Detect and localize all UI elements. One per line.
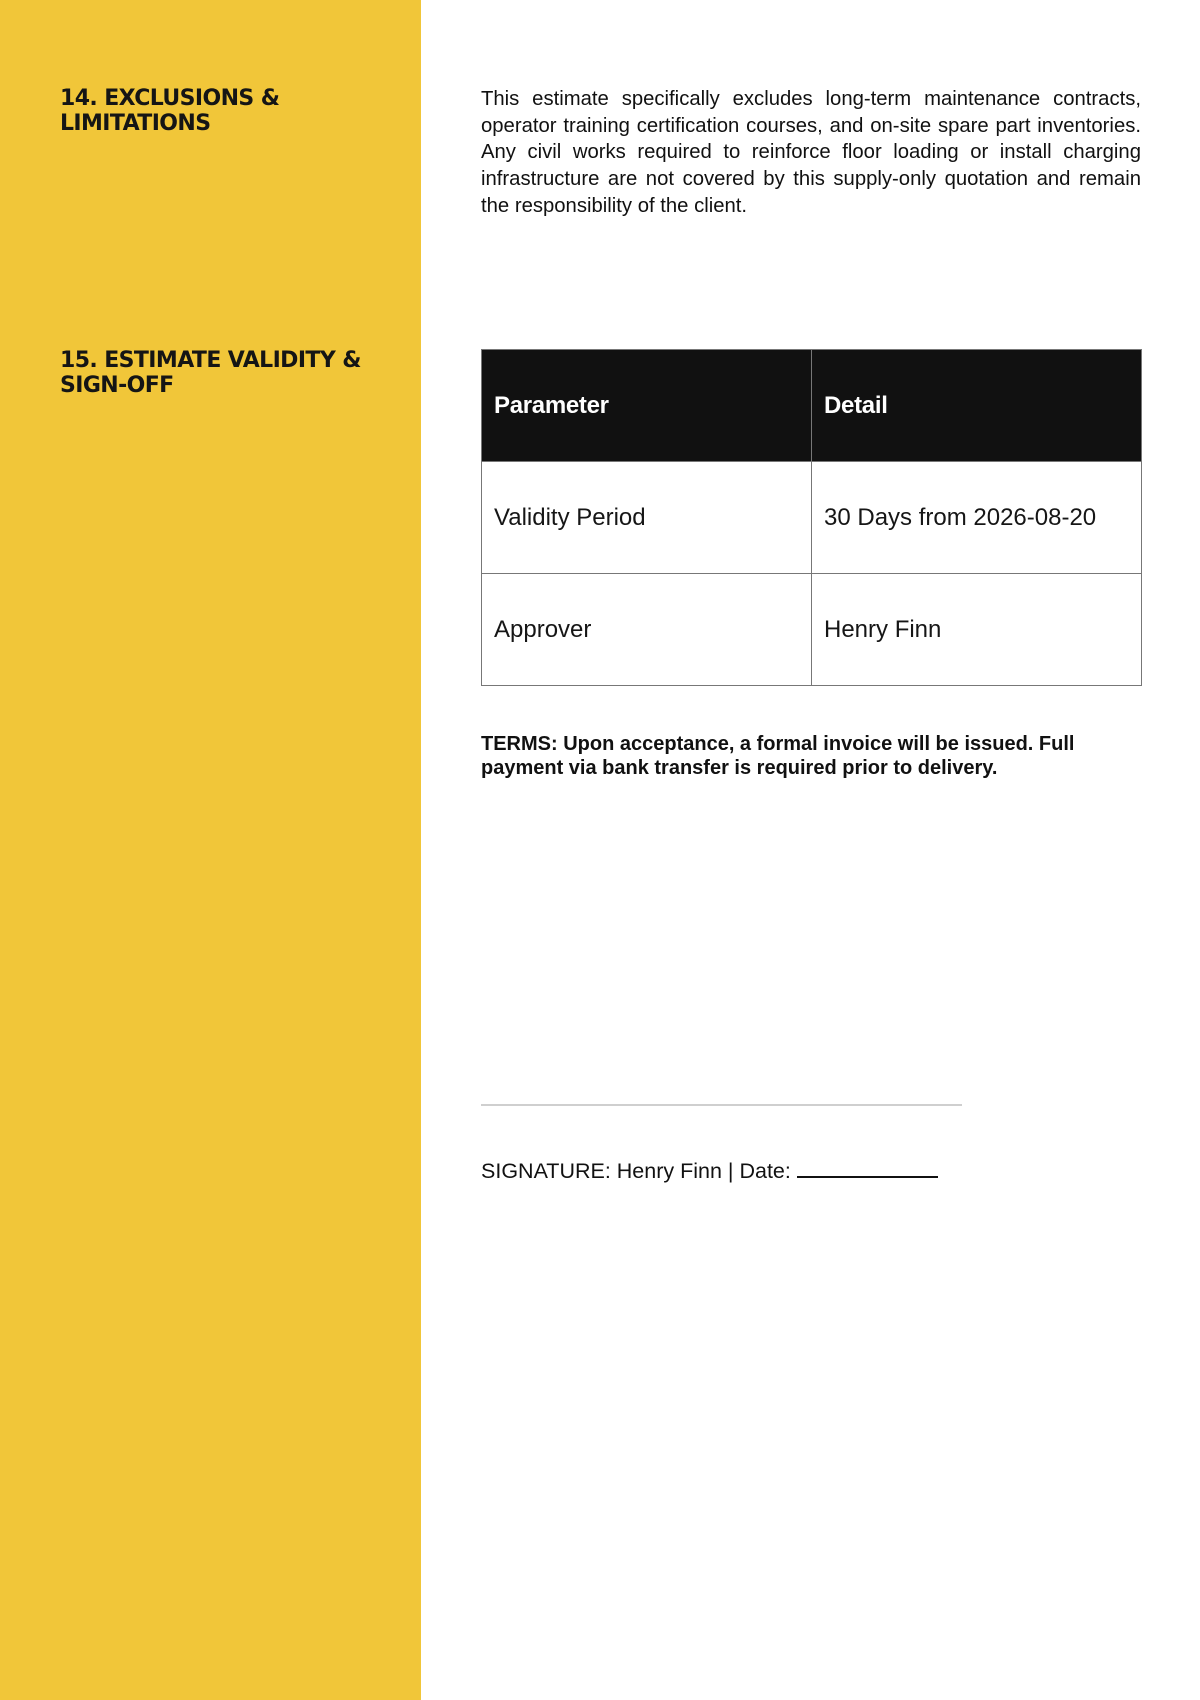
table-cell-parameter: Validity Period xyxy=(482,462,812,574)
table-cell-parameter: Approver xyxy=(482,574,812,686)
section-title-exclusions: 14. EXCLUSIONS & LIMITATIONS xyxy=(60,86,280,136)
section-title-validity: 15. ESTIMATE VALIDITY & SIGN-OFF xyxy=(60,348,361,398)
table-cell-detail: Henry Finn xyxy=(812,574,1142,686)
validity-table xyxy=(481,349,1142,686)
table-row xyxy=(482,574,1142,686)
sidebar-accent-panel xyxy=(0,0,421,1700)
signature-line xyxy=(481,1157,1141,1184)
date-blank xyxy=(797,1157,938,1178)
table-cell-detail: 30 Days from 2026-08-20 xyxy=(812,462,1142,574)
exclusions-paragraph: This estimate specifically excludes long-term maintenance contracts, operator training certification courses, and on-site spare part inventories. Any civil works required to reinforce floor loading or install charging infrastructure are not covered by this supply-only quotation and remain the responsibility of the client. xyxy=(481,88,1141,217)
table-header-detail: Detail xyxy=(812,350,1142,462)
terms-note: TERMS: Upon acceptance, a formal invoice will be issued. Full payment via bank transfer is required prior to delivery. xyxy=(481,733,1075,779)
table-header-row xyxy=(482,350,1142,462)
signature-label: SIGNATURE: Henry Finn | Date: xyxy=(481,1159,791,1183)
signature-divider xyxy=(481,1104,962,1106)
table-row xyxy=(482,462,1142,574)
table-header-parameter: Parameter xyxy=(482,350,812,462)
